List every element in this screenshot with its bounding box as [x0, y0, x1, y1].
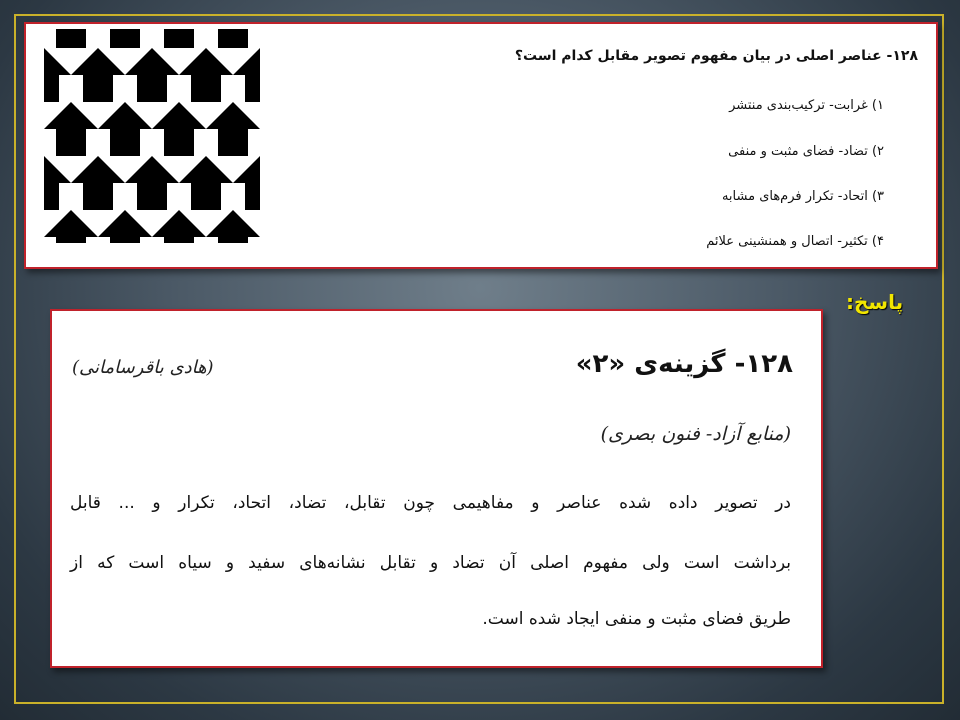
answer-text-line-1: در تصویر داده شده عناصر و مفاهیمی چون تقابل، تضاد، اتحاد، تکرار و ... قابل: [70, 493, 791, 513]
option-1: ۱) غرابت- ترکیب‌بندی منتشر: [729, 98, 884, 113]
answer-card: [50, 309, 823, 668]
question-card: [24, 22, 938, 269]
answer-text-line-2: برداشت است ولی مفهوم اصلی آن تضاد و تقابل نشانه‌های سفید و سیاه است که از: [70, 553, 791, 573]
answer-text-line-3: طریق فضای مثبت و منفی ایجاد شده است.: [482, 609, 791, 629]
arrow-pattern-image: [44, 29, 260, 243]
option-2: ۲) تضاد- فضای مثبت و منفی: [728, 144, 884, 159]
answer-source: (منابع آزاد- فنون بصری): [600, 423, 791, 445]
answer-heading: ۱۲۸- گزینه‌ی «۲»: [575, 349, 793, 379]
question-title: ۱۲۸- عناصر اصلی در بیان مفهوم تصویر مقابل کدام است؟: [514, 48, 918, 64]
option-4: ۴) تکثیر- اتصال و همنشینی علائم: [706, 234, 884, 249]
answer-author: (هادی باقرسامانی): [72, 357, 214, 378]
answer-label: پاسخ:: [846, 290, 904, 314]
option-3: ۳) اتحاد- تکرار فرم‌های مشابه: [721, 189, 884, 204]
